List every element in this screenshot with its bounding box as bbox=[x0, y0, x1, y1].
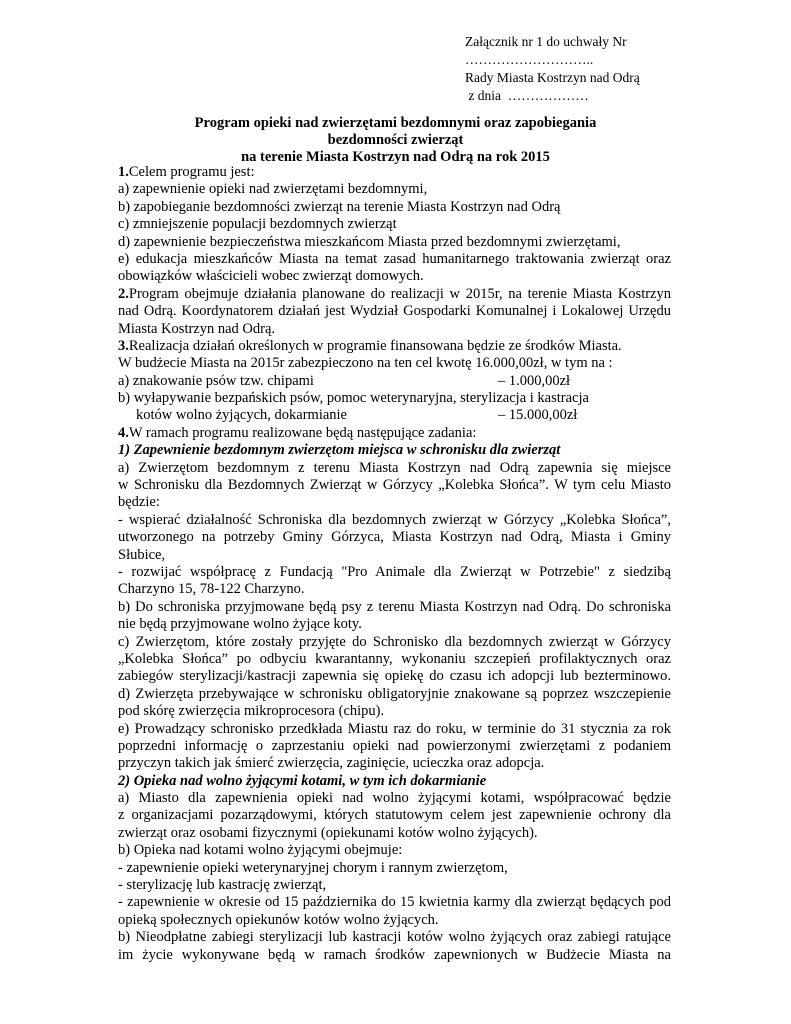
title-line-3: na terenie Miasta Kostrzyn nad Odrą na rok 2015 bbox=[241, 149, 550, 165]
section-number: 4. bbox=[118, 424, 129, 441]
section-text: W ramach programu realizowane będą następujące zadania: bbox=[128, 424, 477, 441]
list-item: e) edukacja mieszkańców Miasta na temat zasad humanitarnego traktowania zwierząt oraz bbox=[118, 250, 671, 267]
list-item: a) zapewnienie opieki nad zwierzętami bezdomnymi, bbox=[118, 181, 428, 198]
section-number: 1. bbox=[118, 164, 129, 180]
paragraph-line: będzie: bbox=[118, 494, 160, 511]
attachment-line-2: ……………………….. bbox=[465, 52, 594, 67]
paragraph-line: zwierząt oraz osobami fizycznymi (opiekunami kotów wolno żyjących). bbox=[118, 824, 538, 841]
section-number: 3. bbox=[118, 337, 129, 354]
paragraph-line: im życie wykonywane będą w ramach środków zapewnionych w Budżecie Miasta na bbox=[118, 946, 671, 963]
section-text: Program obejmuje działania planowane do realizacji w 2015r, na terenie Miasta Kostrzyn bbox=[128, 285, 671, 302]
section-2-line: nad Odrą. Koordynatorem działań jest Wydział Gospodarki Komunalnej i Lokalowej Urzędu bbox=[118, 303, 671, 320]
list-item: c) zmniejszenie populacji bezdomnych zwierząt bbox=[118, 216, 397, 233]
attachment-line-4: z dnia ……………… bbox=[465, 88, 589, 103]
budget-item-b-continuation bbox=[118, 407, 671, 424]
section-text: Realizacja działań określonych w programie finansowana będzie ze środków Miasta. bbox=[128, 337, 622, 354]
paragraph-line: przyczyn takich jak śmierć zwierzęcia, zaginięcie, ucieczka oraz adopcja. bbox=[118, 755, 545, 772]
paragraph-line: - wspierać działalność Schroniska dla bezdomnych zwierząt w Górzycy „Kolebka Słońca”, bbox=[118, 511, 671, 528]
title-line-1: Program opieki nad zwierzętami bezdomnymi oraz zapobiegania bbox=[194, 115, 597, 131]
paragraph-line: w Schronisku dla Bezdomnych Zwierząt w Górzycy „Kolebka Słońca”. W tym celu Miasto bbox=[118, 477, 671, 494]
paragraph-line: Słubice, bbox=[118, 546, 166, 563]
paragraph-line: b) Opieka nad kotami wolno żyjącymi obejmuje: bbox=[118, 842, 403, 859]
paragraph-line: „Kolebka Słońca” po odbyciu kwarantanny, wykonaniu szczepień profilaktycznych oraz bbox=[118, 650, 671, 667]
paragraph-line: d) Zwierzęta przebywające w schronisku obligatoryjnie znakowane są poprzez wszczepienie bbox=[118, 685, 671, 702]
section-2-line: Miasta Kostrzyn nad Odrą. bbox=[118, 320, 276, 337]
paragraph-line: - rozwijać współpracę z Fundacją "Pro Animale dla Zwierząt w Potrzebie" z siedzibą bbox=[118, 563, 671, 580]
title-line-2: bezdomności zwierząt bbox=[327, 132, 464, 148]
attachment-note bbox=[465, 33, 640, 105]
paragraph-line: a) Zwierzętom bezdomnym z terenu Miasta Kostrzyn nad Odrą zapewnia się miejsce bbox=[118, 459, 671, 476]
subsection-heading-2: 2) Opieka nad wolno żyjącymi kotami, w tym ich dokarmianie bbox=[118, 772, 487, 789]
section-4-heading bbox=[118, 425, 671, 442]
paragraph-line: - zapewnienie w okresie od 15 października do 15 kwietnia karmy dla zwierząt będących pod bbox=[118, 894, 671, 911]
paragraph-line: pod skórę zwierzęcia mikroprocesora (chipu). bbox=[118, 703, 385, 720]
list-item-continuation: obowiązków właścicieli wobec zwierząt domowych. bbox=[118, 268, 424, 285]
section-3-line: W budżecie Miasta na 2015r zabezpieczono na ten cel kwotę 16.000,00zł, w tym na : bbox=[118, 355, 613, 372]
budget-item-text: kotów wolno żyjących, dokarmianie bbox=[136, 407, 347, 424]
paragraph-line: e) Prowadzący schronisko przedkłada Miastu raz do roku, w terminie do 31 stycznia za rok bbox=[118, 720, 671, 737]
paragraph-line: poprzedni informację o zaprzestaniu opieki nad powierzonymi zwierzętami z podaniem bbox=[118, 737, 671, 754]
paragraph-line: c) Zwierzętom, które zostały przyjęte do Schronisko dla bezdomnych zwierząt w Górzycy bbox=[118, 633, 671, 650]
section-3-line bbox=[118, 338, 671, 355]
paragraph-line: nie będą przyjmowane wolno żyjące koty. bbox=[118, 616, 362, 633]
budget-item-b: b) wyłapywanie bezpańskich psów, pomoc weterynaryjna, sterylizacja i kastracja bbox=[118, 390, 589, 407]
paragraph-line: opieką społecznych opiekunów kotów wolno żyjących. bbox=[118, 911, 439, 928]
paragraph-line: - sterylizację lub kastrację zwierząt, bbox=[118, 877, 327, 894]
subsection-heading-1: 1) Zapewnienie bezdomnym zwierzętom miejsca w schronisku dla zwierząt bbox=[118, 442, 561, 459]
section-2-line bbox=[118, 286, 671, 303]
section-text: Celem programu jest: bbox=[128, 164, 255, 180]
budget-item-a bbox=[118, 373, 671, 390]
paragraph-line: z organizacjami pozarządowymi, których statutowym celem jest zapewnienie ochrony dla bbox=[118, 807, 671, 824]
paragraph-line: - zapewnienie opieki weterynaryjnej chorym i rannym zwierzętom, bbox=[118, 859, 508, 876]
paragraph-line: b) Nieodpłatne zabiegi sterylizacji lub kastracji kotów wolno żyjących oraz zabiegi ratujące bbox=[118, 929, 671, 946]
document-body bbox=[118, 164, 671, 964]
section-1-heading bbox=[118, 164, 671, 181]
paragraph-line: Charzyno 15, 78-122 Charzyno. bbox=[118, 581, 305, 598]
attachment-line-1: Załącznik nr 1 do uchwały Nr bbox=[465, 34, 627, 49]
budget-item-text: a) znakowanie psów tzw. chipami bbox=[118, 372, 314, 389]
attachment-line-3: Rady Miasta Kostrzyn nad Odrą bbox=[465, 70, 640, 85]
budget-item-amount: – 15.000,00zł bbox=[498, 407, 578, 424]
paragraph-line: b) Do schroniska przyjmowane będą psy z terenu Miasta Kostrzyn nad Odrą. Do schroniska bbox=[118, 598, 671, 615]
list-item: d) zapewnienie bezpieczeństwa mieszkańcom Miasta przed bezdomnymi zwierzętami, bbox=[118, 233, 621, 250]
paragraph-line: zabiegów sterylizacji/kastracji zapewnia się opiekę do czasu ich adopcji lub bezterminowo. bbox=[118, 668, 671, 685]
document-title bbox=[0, 115, 791, 166]
section-number: 2. bbox=[118, 285, 129, 302]
budget-item-amount: – 1.000,00zł bbox=[498, 372, 571, 389]
paragraph-line: a) Miasto dla zapewnienia opieki nad wolno żyjącymi kotami, współpracować będzie bbox=[118, 790, 671, 807]
paragraph-line: utworzonego na potrzeby Gminy Górzyca, Miasta Kostrzyn nad Odrą, Miasta i Gminy bbox=[118, 529, 671, 546]
list-item: b) zapobieganie bezdomności zwierząt na terenie Miasta Kostrzyn nad Odrą bbox=[118, 198, 561, 215]
